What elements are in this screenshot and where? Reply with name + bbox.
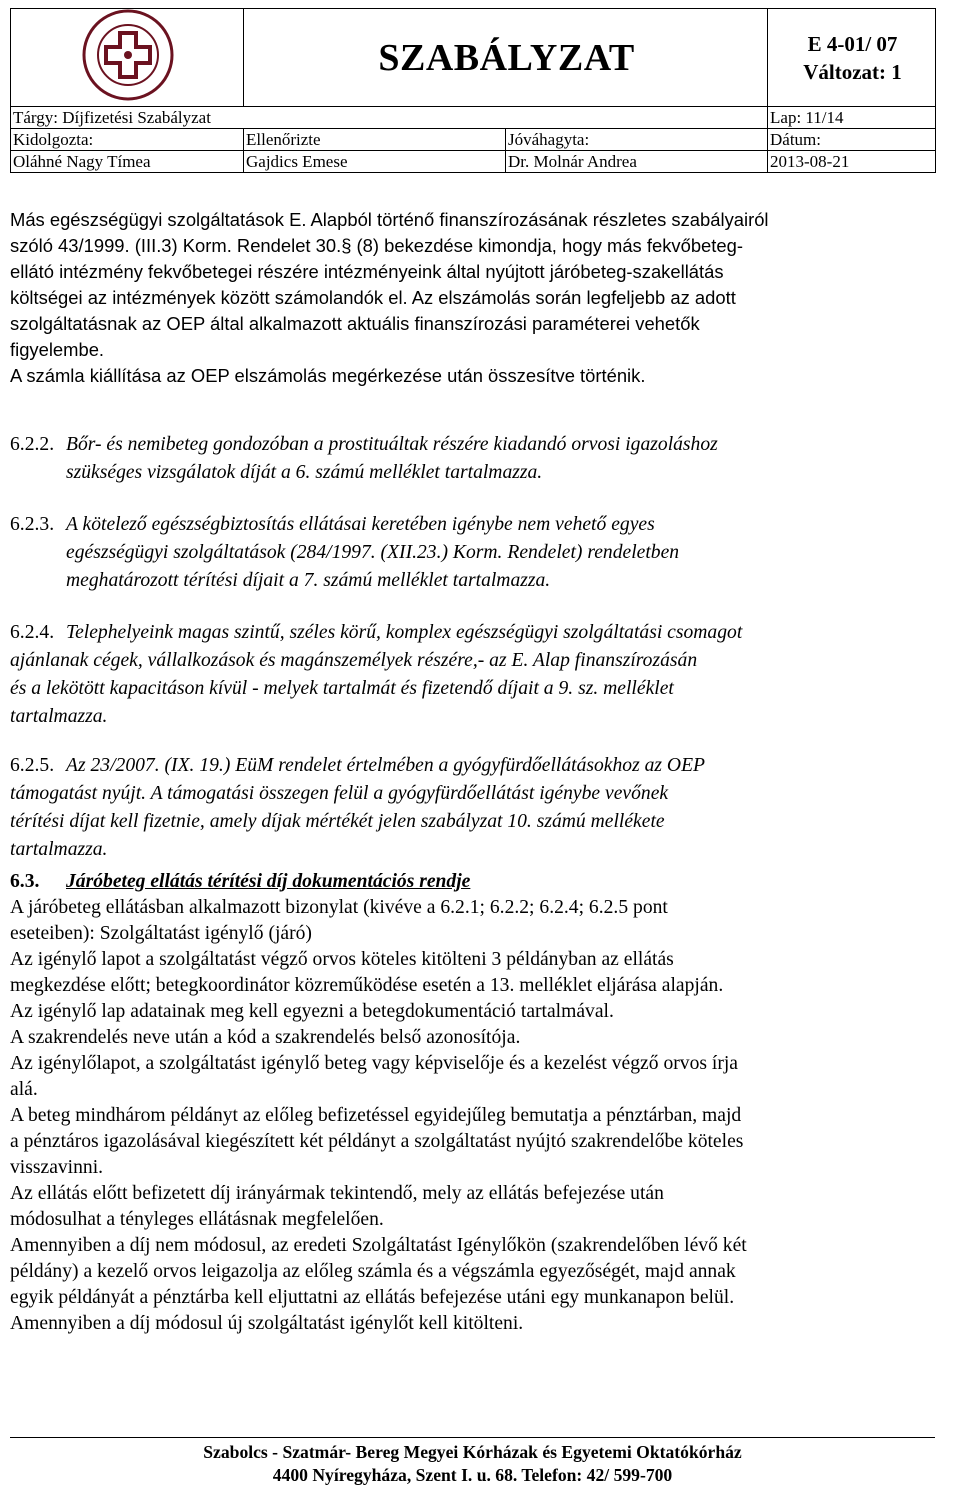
section-6-3 (10, 869, 916, 1337)
text-line: A kötelező egészségbiztosítás ellátásai keretében igénybe nem vehető egyes (66, 514, 655, 535)
section-number: 6.2.3. (10, 514, 55, 535)
paragraph-financing (10, 207, 916, 389)
section-number: 6.2.4. (10, 622, 55, 643)
text-line: és a lekötött kapacitáson kívül - melyek tartalmát és fizetendő díjait a 9. sz. melléklet (10, 678, 674, 699)
text-line: a pénztáros igazolásával kiegészített két példányt a szolgáltatást nyújtó szakrendelőbe köteles (10, 1131, 744, 1152)
document-version: Változat: 1 (803, 59, 902, 84)
text-line: Bőr- és nemibeteg gondozóban a prostituáltak részére kiadandó orvosi igazoláshoz (66, 434, 718, 455)
text-line: Amennyiben a díj nem módosul, az eredeti Szolgáltatást Igénylőkön (szakrendelőben lévő két (10, 1235, 747, 1256)
page-footer (10, 1437, 935, 1487)
section-number: 6.2.5. (10, 755, 55, 776)
footer-institution: Szabolcs - Szatmár- Bereg Megyei Kórházak és Egyetemi Oktatókórház (203, 1442, 742, 1462)
text-line: támogatást nyújt. A támogatási összegen felül a gyógyfürdőellátást igénybe vevőnek (10, 783, 669, 804)
approved-label: Jóváhagyta: (506, 129, 768, 151)
header-table (10, 8, 936, 173)
text-line: szükséges vizsgálatok díját a 6. számú melléklet tartalmazza. (66, 462, 543, 483)
logo-cell (11, 9, 244, 107)
section-6-2-2 (10, 431, 916, 487)
document-title: SZABÁLYZAT (244, 9, 768, 107)
text-line: alá. (10, 1079, 38, 1100)
text-line: tartalmazza. (10, 706, 108, 727)
section-number: 6.2.2. (10, 434, 55, 455)
approved-name: Dr. Molnár Andrea (506, 151, 768, 173)
text-line: visszavinni. (10, 1157, 104, 1178)
text-line: egészségügyi szolgáltatások (284/1997. (XII.23.) Korm. Rendelet) rendeletben (66, 542, 680, 563)
text-line: Amennyiben a díj módosul új szolgáltatást igénylőt kell kitölteni. (10, 1313, 524, 1334)
section-title: Járóbeteg ellátás térítési díj dokumentációs rendje (66, 871, 471, 892)
text-line: Az ellátás előtt befizetett díj irányármak tekintendő, mely az ellátás befejezése után (10, 1183, 664, 1204)
author-label: Kidolgozta: (11, 129, 244, 151)
document-code-cell (768, 9, 936, 107)
text-line: Telephelyeink magas szintű, széles körű, komplex egészségügyi szolgáltatási csomagot (66, 622, 743, 643)
text-line: A szakrendelés neve után a kód a szakrendelés belső azonosítója. (10, 1027, 521, 1048)
text-line: tartalmazza. (10, 839, 108, 860)
text-line: megkezdése előtt; betegkoordinátor közreműködése esetén a 13. melléklet eljárása alapján. (10, 975, 724, 996)
text-line: Az igénylő lapot a szolgáltatást végző orvos köteles kitölteni 3 példányban az ellátás (10, 949, 674, 970)
text-line: szolgáltatásnak az OEP által alkalmazott aktuális finanszírozási paraméterei vehetők (10, 313, 700, 334)
section-6-2-4 (10, 619, 916, 731)
checked-label: Ellenőrizte (244, 129, 506, 151)
document-code: E 4-01/ 07 (807, 31, 898, 56)
text-line: példány) a kezelő orvos leigazolja az előleg számla és a végszámla egyezőségét, majd annak (10, 1261, 736, 1282)
date-label: Dátum: (768, 129, 936, 151)
text-line: meghatározott térítési díjait a 7. számú melléklet tartalmazza. (66, 570, 551, 591)
hospital-logo (78, 9, 178, 101)
document-header (10, 8, 935, 173)
checked-name: Gajdics Emese (244, 151, 506, 173)
text-line: Más egészségügyi szolgáltatások E. Alapból történő finanszírozásának részletes szabályairól (10, 209, 769, 230)
text-line: Az igénylő lap adatainak meg kell egyezni a betegdokumentáció tartalmával. (10, 1001, 614, 1022)
text-line: költségei az intézmények között számolandók el. Az elszámolás során legfeljebb az adott (10, 287, 736, 308)
document-subject: Tárgy: Díjfizetési Szabályzat (11, 107, 768, 129)
document-date: 2013-08-21 (768, 151, 936, 173)
text-line: A beteg mindhárom példányt az előleg befizetéssel egyidejűleg bemutatja a pénztárban, majd (10, 1105, 742, 1126)
text-line: Az 23/2007. (IX. 19.) EüM rendelet értelmében a gyógyfürdőellátásokhoz az OEP (66, 755, 706, 776)
page-number: Lap: 11/14 (768, 107, 936, 129)
text-line: egyik példányát a pénztárba kell eljuttatni az ellátás befejezése utáni egy munkanapon belül. (10, 1287, 735, 1308)
text-line: eseteiben): Szolgáltatást igénylő (járó) (10, 923, 312, 944)
text-line: figyelembe. (10, 339, 105, 360)
section-number: 6.3. (10, 871, 40, 892)
text-line: módosulhat a tényleges ellátásnak megfelelően. (10, 1209, 384, 1230)
text-line: ellátó intézmény fekvőbetegei részére intézményeink által nyújtott járóbeteg-szakellátás (10, 261, 724, 282)
text-line: Az igénylőlapot, a szolgáltatást igénylő beteg vagy képviselője és a kezelést végző orvos írja (10, 1053, 738, 1074)
footer-address: 4400 Nyíregyháza, Szent I. u. 68. Telefon: 42/ 599-700 (272, 1465, 673, 1485)
text-line: térítési díjat kell fizetnie, amely díjak mértékét jelen szabályzat 10. számú mellékete (10, 811, 665, 832)
author-name: Oláhné Nagy Tímea (11, 151, 244, 173)
text-line: A járóbeteg ellátásban alkalmazott bizonylat (kivéve a 6.2.1; 6.2.2; 6.2.4; 6.2.5 pont (10, 897, 668, 918)
text-line: ajánlanak cégek, vállalkozások és magánszemélyek részére,- az E. Alap finanszírozásán (10, 650, 698, 671)
text-line: szóló 43/1999. (III.3) Korm. Rendelet 30.§ (8) bekezdése kimondja, hogy más fekvőbeteg- (10, 235, 743, 256)
section-6-2-5 (10, 752, 916, 864)
text-line: A számla kiállítása az OEP elszámolás megérkezése után összesítve történik. (10, 365, 646, 386)
section-6-2-3 (10, 511, 916, 595)
